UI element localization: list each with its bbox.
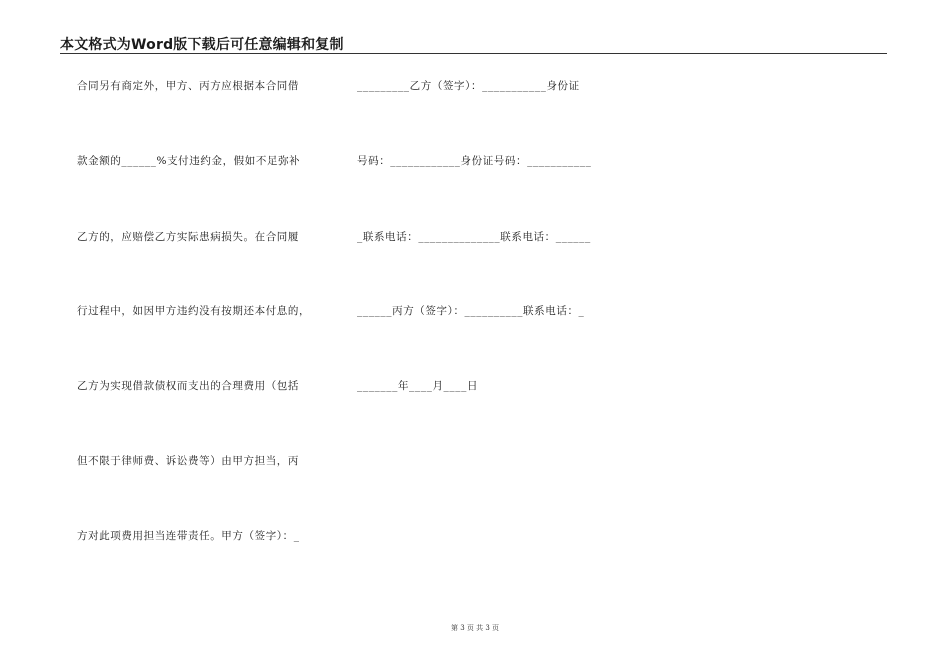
left-text-line: 乙方为实现借款债权而支出的合理费用（包括 — [77, 380, 299, 392]
right-text-line: 号码：____________身份证号码：___________ — [357, 155, 592, 167]
left-text-line: 行过程中，如因甲方违约没有按期还本付息的， — [77, 305, 311, 317]
left-text-line: 方对此项费用担当连带责任。甲方（签字）：_ — [77, 530, 300, 542]
right-text-line: _联系电话：______________联系电话：______ — [357, 231, 591, 243]
header-divider — [60, 53, 887, 54]
left-text-line: 合同另有商定外，甲方、丙方应根据本合同借 — [77, 80, 299, 92]
left-text-line: 乙方的，应赔偿乙方实际患病损失。在合同履 — [77, 231, 299, 243]
left-text-line: 款金额的______%支付违约金，假如不足弥补 — [77, 155, 301, 167]
page-number-footer: 第 3 页 共 3 页 — [450, 624, 500, 632]
right-text-line: _________乙方（签字）：___________身份证 — [357, 80, 580, 92]
right-text-line: _______年____月____日 — [357, 380, 479, 392]
page-header-title: 本文格式为Word版下载后可任意编辑和复制 — [60, 37, 344, 53]
right-text-line: ______丙方（签字）：__________联系电话：_ — [357, 305, 585, 317]
left-text-line: 但不限于律师费、诉讼费等）由甲方担当，丙 — [77, 455, 299, 467]
